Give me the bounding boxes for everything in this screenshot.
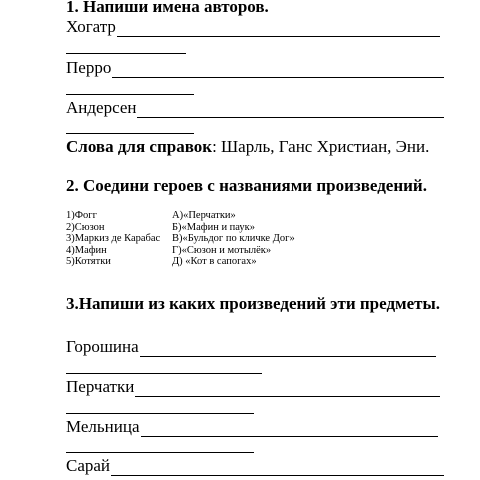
answer-row-2[interactable] <box>66 58 444 78</box>
work-item: В)«Бульдог по кличке Дог» <box>172 233 295 244</box>
row-label: Перчатки <box>66 377 135 396</box>
answer-line[interactable] <box>141 422 438 437</box>
answer-line[interactable] <box>140 342 436 357</box>
hero-item: 3)Маркиз де Карабас <box>66 233 161 244</box>
answer-line-continuation[interactable] <box>66 452 254 453</box>
section2-title: 2. Соедини героев с названиями произведений. <box>66 176 427 195</box>
answer-line[interactable] <box>137 103 444 118</box>
work-item: Б)«Мафин и паук» <box>172 221 256 233</box>
section1-title: 1. Напиши имена авторов. <box>66 0 269 16</box>
answer-line[interactable] <box>117 22 440 37</box>
answer-line[interactable] <box>111 461 444 476</box>
hint-text: : Шарль, Ганс Христиан, Эни. <box>212 137 430 156</box>
hint-label: Слова для справок <box>66 137 213 156</box>
answer-row-3[interactable] <box>66 98 444 118</box>
answer-line-continuation[interactable] <box>66 413 254 414</box>
hero-item: 1)Фогг <box>66 210 97 221</box>
answer-line[interactable] <box>112 63 444 78</box>
row-label: Мельница <box>66 417 140 436</box>
row-label: Андерсен <box>66 98 137 117</box>
heroes-list <box>66 210 160 268</box>
answer-line-continuation[interactable] <box>66 53 186 54</box>
work-item: А)«Перчатки» <box>172 210 236 221</box>
answer-row-7[interactable] <box>66 456 444 476</box>
work-item: Г)«Сюзон и мотылёк» <box>172 244 272 256</box>
answer-line-continuation[interactable] <box>66 373 262 374</box>
answer-line-continuation[interactable] <box>66 133 194 134</box>
answer-row-4[interactable] <box>66 337 436 357</box>
row-label: Хогатр <box>66 17 116 36</box>
row-label: Горошина <box>66 337 139 356</box>
answer-line[interactable] <box>135 382 440 397</box>
row-label: Перро <box>66 58 112 77</box>
hero-item: 5)Котятки <box>66 256 111 267</box>
answer-row-6[interactable] <box>66 417 438 437</box>
answer-row-5[interactable] <box>66 377 440 397</box>
answer-line-continuation[interactable] <box>66 94 194 95</box>
section3-title: 3.Напиши из каких произведений эти предметы. <box>66 294 441 313</box>
work-item: Д) «Кот в сапогах» <box>172 256 257 267</box>
answer-row-1[interactable] <box>66 17 440 37</box>
hint-line <box>66 137 429 157</box>
works-list <box>172 210 295 268</box>
hero-item: 2)Сюзон <box>66 221 105 233</box>
hero-item: 4)Мафин <box>66 244 107 256</box>
row-label: Сарай <box>66 456 111 475</box>
